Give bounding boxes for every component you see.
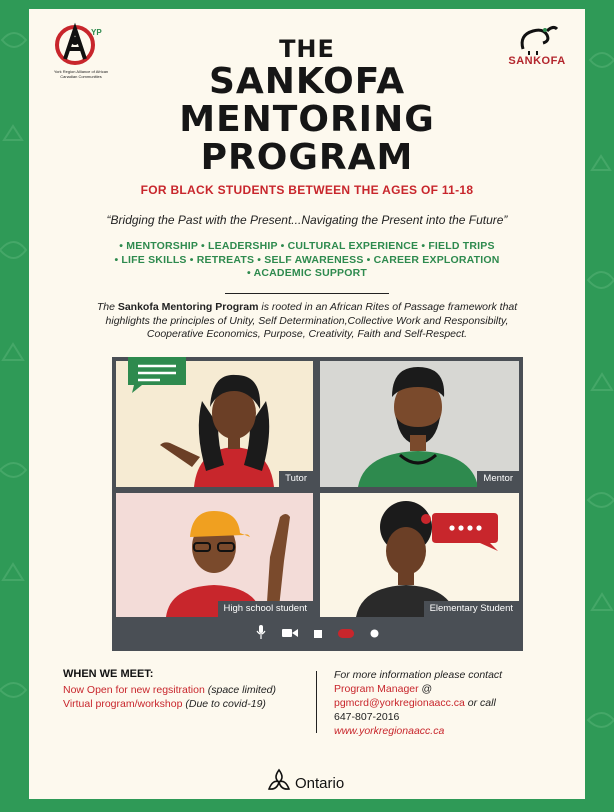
- ontario-logo: [265, 767, 375, 797]
- features-list: [89, 240, 525, 281]
- virtual-note: (Due to covid-19): [182, 698, 266, 710]
- virtual-line: [63, 697, 323, 711]
- title-line-mentoring: MENTORING: [179, 99, 435, 140]
- description-body: is rooted in an African Rites of Passage framework that highlights the principles of Unity, Self Determination,Collective Work and Responsibilty, Cooperative Economics, Purpose, Creativity, Faith and Self-Respect.: [105, 301, 518, 340]
- when-we-meet-section: [63, 668, 323, 711]
- description-program-name: Sankofa Mentoring Program: [117, 301, 259, 313]
- tile-label-elementary-student: Elementary Student: [424, 601, 519, 617]
- website-link[interactable]: www.yorkregionaacc.ca: [334, 725, 445, 737]
- subtitle: FOR BLACK STUDENTS BETWEEN THE AGES OF 11-18: [140, 183, 474, 197]
- video-tile-mentor: [320, 361, 519, 487]
- end-call-icon[interactable]: [338, 625, 354, 643]
- page-title: [29, 35, 585, 177]
- contact-role-at: @: [418, 683, 433, 695]
- contact-role: Program Manager: [334, 683, 419, 695]
- features-line: • LIFE SKILLS • RETREATS • SELF AWARENESS • CAREER EXPLORATION: [114, 253, 500, 266]
- when-we-meet-heading: WHEN WE MEET:: [63, 668, 154, 680]
- poster-panel: [29, 9, 585, 799]
- video-call-window: [112, 357, 523, 651]
- tagline: “Bridging the Past with the Present...Navigating the Present into the Future”: [106, 213, 508, 227]
- ontario-wordmark: Ontario: [295, 775, 345, 792]
- vertical-divider: [316, 671, 317, 733]
- registration-text: Now Open for new regsitration: [63, 684, 205, 696]
- mentor-illustration: [320, 361, 519, 487]
- tile-label-mentor: Mentor: [477, 471, 519, 487]
- high-school-student-illustration: [116, 493, 313, 617]
- tile-label-high-school-student: High school student: [218, 601, 313, 617]
- contact-phone[interactable]: 647-807-2016: [334, 711, 400, 723]
- program-description: [77, 301, 537, 342]
- title-line-the: THE: [279, 35, 335, 63]
- divider: [225, 293, 389, 294]
- sankofa-logo-text: SANKOFA: [508, 55, 566, 67]
- registration-note: (space limited): [204, 684, 277, 696]
- virtual-text: Virtual program/workshop: [63, 698, 183, 710]
- red-chat-bubble-icon: [430, 509, 500, 551]
- svg-text:YP: YP: [91, 28, 102, 37]
- registration-line: [63, 683, 323, 697]
- contact-section: [334, 668, 574, 738]
- green-chat-bubble-icon: [124, 353, 190, 395]
- contact-or-call: or call: [464, 697, 496, 709]
- stop-icon[interactable]: [314, 625, 322, 643]
- title-line-program: PROGRAM: [200, 137, 414, 178]
- call-controls: [112, 621, 523, 647]
- yraacc-org-name: York Region Alliance of African Canadian Communities: [53, 69, 109, 79]
- features-line: • ACADEMIC SUPPORT: [246, 267, 368, 279]
- contact-intro: For more information please contact: [334, 669, 503, 681]
- camera-icon[interactable]: [282, 625, 298, 643]
- tile-label-tutor: Tutor: [279, 471, 313, 487]
- trillium-icon: [265, 767, 293, 795]
- description-prefix: The: [96, 301, 118, 313]
- title-line-sankofa: SANKOFA: [208, 61, 406, 102]
- features-line: • MENTORSHIP • LEADERSHIP • CULTURAL EXPERIENCE • FIELD TRIPS: [119, 240, 495, 252]
- contact-email-link[interactable]: pgmcrd@yorkregionaacc.ca: [334, 697, 465, 709]
- record-icon[interactable]: [370, 625, 379, 643]
- video-tile-high-school-student: [116, 493, 313, 617]
- microphone-icon[interactable]: [256, 625, 266, 644]
